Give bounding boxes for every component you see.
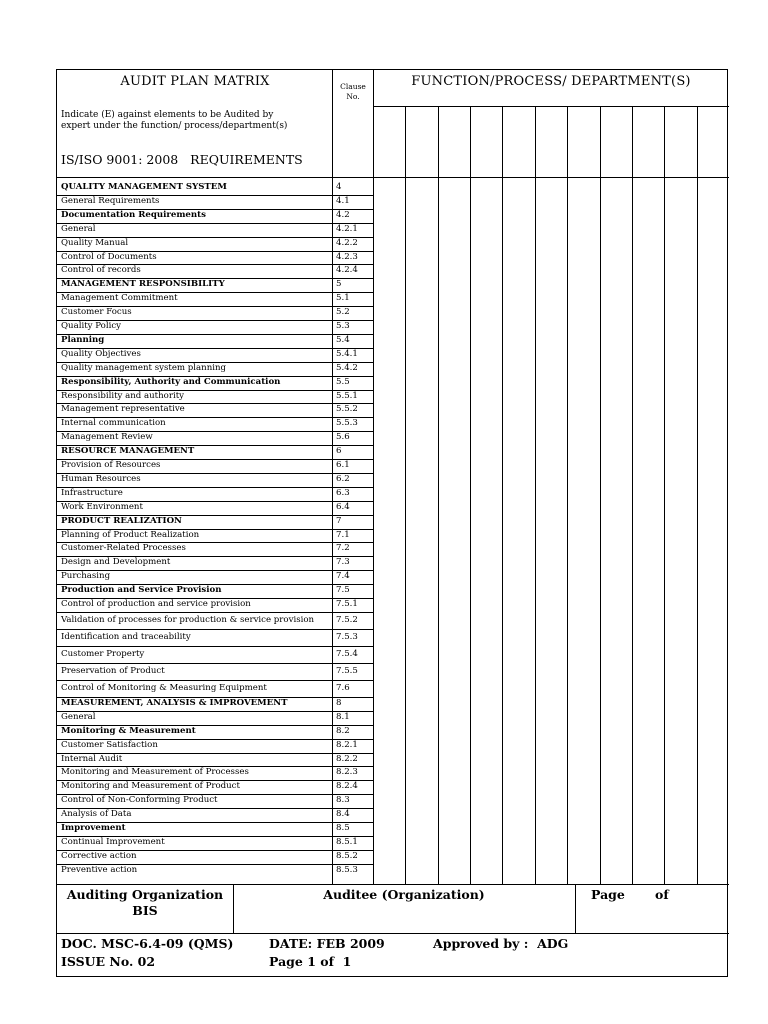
function-column[interactable] <box>664 177 696 884</box>
header-divider-left <box>57 177 333 178</box>
requirement-label: Infrastructure <box>61 487 123 498</box>
approved-by: Approved by : ADG <box>433 936 569 951</box>
instruction-text <box>61 110 331 132</box>
page-label: Page <box>591 887 625 902</box>
requirement-label: Quality Manual <box>61 237 129 248</box>
requirement-label: Management representative <box>61 404 185 415</box>
clause-number: 8.4 <box>336 809 350 820</box>
clause-number: 7.5.4 <box>336 648 358 659</box>
audit-plan-sheet <box>56 69 728 977</box>
clause-number: 5.6 <box>336 432 350 443</box>
clause-label-2: No. <box>346 92 360 101</box>
function-column[interactable] <box>470 177 502 884</box>
clause-number: 5.4.1 <box>336 348 358 359</box>
clause-number: 8.5 <box>336 823 350 833</box>
function-column[interactable] <box>697 177 729 884</box>
function-column[interactable] <box>405 177 437 884</box>
page-of: Page 1 of 1 <box>269 954 352 969</box>
clause-number: 5.5 <box>336 376 350 387</box>
auditing-org-label: Auditing Organization <box>66 887 224 902</box>
clause-number: 4.2.3 <box>336 251 358 262</box>
clause-number: 8.5.2 <box>336 850 358 861</box>
doc-title: AUDIT PLAN MATRIX <box>120 74 270 89</box>
requirement-label: Monitoring & Measurement <box>61 725 196 736</box>
clause-number: 6.4 <box>336 501 350 512</box>
function-column[interactable] <box>438 177 470 884</box>
of-label: of <box>655 887 669 902</box>
clause-number: 8.1 <box>336 711 350 722</box>
clause-number: 7.6 <box>336 682 350 693</box>
requirement-label: Responsibility and authority <box>61 390 184 401</box>
function-column[interactable] <box>567 177 599 884</box>
requirement-label: General Requirements <box>61 195 160 206</box>
standard-heading: IS/ISO 9001: 2008 REQUIREMENTS <box>61 152 303 167</box>
clause-number: 8.5.3 <box>336 864 358 875</box>
clause-number: 4.1 <box>336 195 350 206</box>
requirement-label: Design and Development <box>61 557 171 568</box>
clause-number: 4.2.2 <box>336 237 358 248</box>
requirement-label: Planning <box>61 334 105 345</box>
clause-number: 8.5.1 <box>336 836 358 847</box>
doc-date: DATE: FEB 2009 <box>269 936 385 951</box>
requirement-label: Continual Improvement <box>61 836 165 847</box>
clause-number: 5.2 <box>336 307 350 318</box>
function-column[interactable] <box>600 177 632 884</box>
clause-number: 7.5.3 <box>336 631 358 642</box>
requirement-label: Improvement <box>61 823 126 833</box>
requirement-label: General <box>61 711 96 722</box>
clause-number: 4.2.4 <box>336 265 358 276</box>
clause-number: 8.2.1 <box>336 739 358 750</box>
issue-number: ISSUE No. 02 <box>61 954 156 969</box>
requirement-label: Documentation Requirements <box>61 209 206 220</box>
requirement-label: MANAGEMENT RESPONSIBILITY <box>61 279 225 290</box>
requirement-label: Work Environment <box>61 501 143 512</box>
clause-header <box>333 82 373 102</box>
clause-number: 8.2.3 <box>336 767 358 778</box>
clause-number: 7.4 <box>336 571 350 582</box>
requirement-label: Customer Focus <box>61 307 132 318</box>
requirement-label: Internal communication <box>61 418 166 429</box>
clause-number: 5.5.1 <box>336 390 358 401</box>
requirement-label: Responsibility, Authority and Communication <box>61 376 281 387</box>
requirement-label: Control of production and service provision <box>61 599 251 609</box>
clause-number: 7.5.2 <box>336 614 358 625</box>
function-column[interactable] <box>502 177 534 884</box>
clause-number: 6 <box>336 446 342 457</box>
clause-number: 5.1 <box>336 293 350 304</box>
requirement-label: Analysis of Data <box>61 809 132 820</box>
clause-number: 7.5.5 <box>336 665 358 676</box>
requirement-label: Quality management system planning <box>61 362 227 373</box>
requirement-label: Control of records <box>61 265 141 276</box>
requirement-label: Planning of Product Realization <box>61 529 200 540</box>
clause-number: 5.5.2 <box>336 404 358 415</box>
clause-number: 7.1 <box>336 529 350 540</box>
requirement-label: Quality Objectives <box>61 348 141 359</box>
requirement-label: Management Review <box>61 432 153 443</box>
requirement-label: Control of Non-Conforming Product <box>61 795 218 806</box>
clause-number: 8 <box>336 697 342 708</box>
requirement-label: MEASUREMENT, ANALYSIS & IMPROVEMENT <box>61 697 288 708</box>
requirement-label: Production and Service Provision <box>61 585 222 596</box>
clause-number: 5.4 <box>336 334 350 345</box>
requirement-label: General <box>61 223 96 234</box>
requirement-label: Preventive action <box>61 864 138 875</box>
doc-number: DOC. MSC-6.4-09 (QMS) <box>61 936 234 951</box>
function-column[interactable] <box>632 177 664 884</box>
requirement-label: Monitoring and Measurement of Product <box>61 781 240 792</box>
auditing-org-cell <box>57 887 233 919</box>
clause-number: 4.2.1 <box>336 223 358 234</box>
requirement-label: Human Resources <box>61 473 141 484</box>
requirement-label: Monitoring and Measurement of Processes <box>61 767 249 778</box>
clause-number: 7.3 <box>336 557 350 568</box>
footer-mid-line <box>57 933 729 934</box>
clause-number: 7.2 <box>336 543 350 554</box>
function-title: FUNCTION/PROCESS/ DEPARTMENT(S) <box>411 74 691 89</box>
requirement-label: Preservation of Product <box>61 665 165 676</box>
function-column[interactable] <box>373 177 405 884</box>
requirement-label: Customer-Related Processes <box>61 543 186 554</box>
requirement-label: QUALITY MANAGEMENT SYSTEM <box>61 182 227 192</box>
clause-number: 7 <box>336 515 342 526</box>
requirement-label: Quality Policy <box>61 321 122 331</box>
requirement-label: Identification and traceability <box>61 631 191 642</box>
clause-number: 6.3 <box>336 487 350 498</box>
clause-number: 4.2 <box>336 209 350 220</box>
function-header-divider <box>373 106 729 107</box>
requirement-label: Purchasing <box>61 571 111 582</box>
requirement-label: Control of Monitoring & Measuring Equipment <box>61 682 267 693</box>
requirement-label: Corrective action <box>61 850 137 861</box>
footer-divider-2 <box>575 884 576 933</box>
clause-number: 7.5.1 <box>336 599 358 609</box>
auditee-label: Auditee (Organization) <box>323 887 485 902</box>
requirement-label: Provision of Resources <box>61 460 161 470</box>
requirement-label: Customer Satisfaction <box>61 739 158 750</box>
footer-top-line <box>57 884 729 885</box>
requirement-label: Validation of processes for production & service provision <box>61 614 315 625</box>
requirement-label: Internal Audit <box>61 753 123 764</box>
clause-number: 5.4.2 <box>336 362 358 373</box>
requirement-label: Management Commitment <box>61 293 178 304</box>
clause-number: 4 <box>336 182 342 192</box>
clause-number: 7.5 <box>336 585 350 596</box>
auditing-org-value: BIS <box>132 903 158 918</box>
clause-number: 8.2.2 <box>336 753 358 764</box>
requirement-label: PRODUCT REALIZATION <box>61 515 182 526</box>
clause-number: 5.3 <box>336 321 350 331</box>
function-column[interactable] <box>535 177 567 884</box>
clause-number: 8.2.4 <box>336 781 358 792</box>
instruction-line-1: Indicate (E) against elements to be Audited by <box>61 110 274 120</box>
requirement-label: RESOURCE MANAGEMENT <box>61 446 195 457</box>
clause-number: 8.3 <box>336 795 350 806</box>
clause-number: 8.2 <box>336 725 350 736</box>
clause-number: 5 <box>336 279 342 290</box>
requirement-label: Control of Documents <box>61 251 157 262</box>
clause-number: 6.1 <box>336 460 350 470</box>
clause-number: 6.2 <box>336 473 350 484</box>
clause-label-1: Clause <box>340 82 366 91</box>
requirement-label: Customer Property <box>61 648 145 659</box>
clause-number: 5.5.3 <box>336 418 358 429</box>
instruction-line-2: expert under the function/ process/department(s) <box>61 121 288 131</box>
